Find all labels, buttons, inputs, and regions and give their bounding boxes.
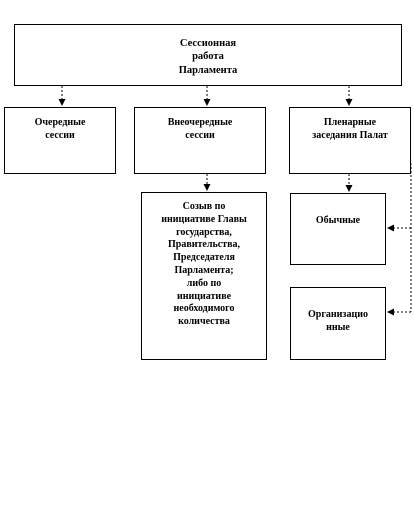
node-session-work-of-parliament: Сессионная работа Парламента: [14, 24, 402, 86]
node-convocation-initiative: Созыв по инициативе Главы государства, Правительства, Председателя Парламента; либо по инициативе необходимого количества: [141, 192, 267, 360]
node-extraordinary-sessions: Внеочередные сессии: [134, 107, 266, 174]
node-plenary-sessions: Пленарные заседания Палат: [289, 107, 411, 174]
node-organizational-meetings: Организацио нные: [290, 287, 386, 360]
plenary-side-connector: [402, 164, 411, 312]
node-ordinary-meetings: Обычные: [290, 193, 386, 265]
node-regular-sessions: Очередные сессии: [4, 107, 116, 174]
